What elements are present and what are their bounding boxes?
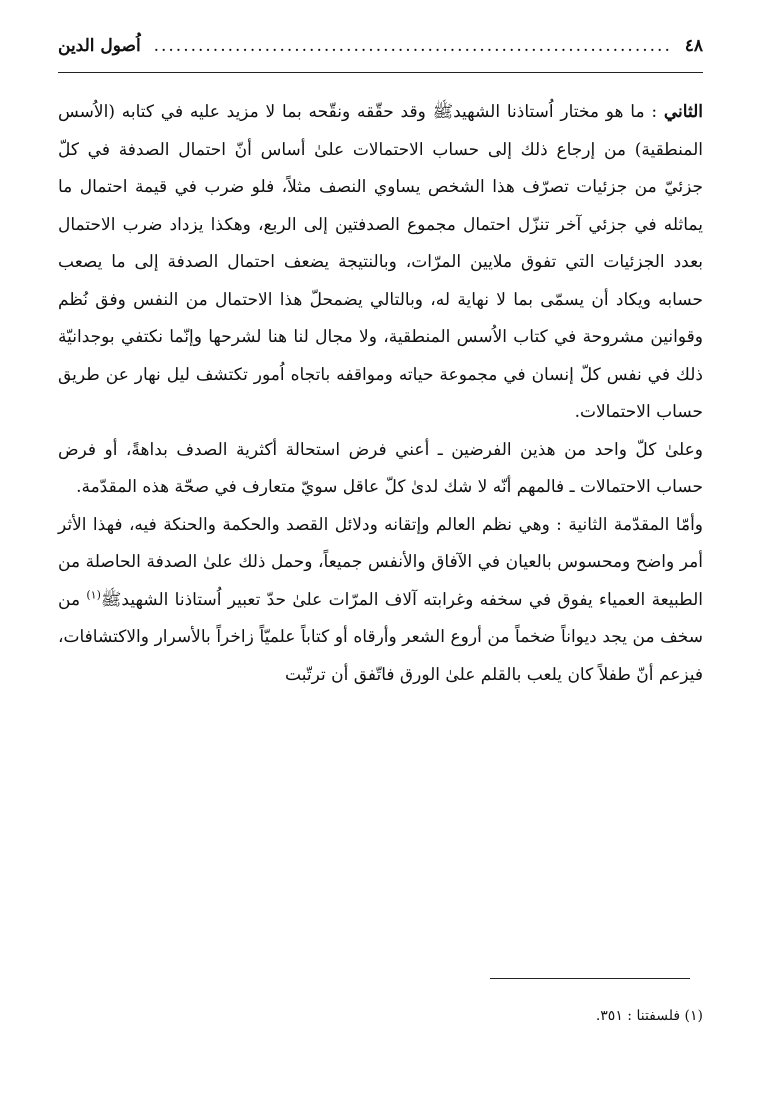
footnote-rule — [490, 978, 690, 979]
paragraph-2: وعلىٰ كلّ واحد من هذين الفرضين ـ أعني فرض استحالة أكثرية الصدف بداهةً، أو فرض حساب الاحتمالات ـ فالمهم أنّه لا شك لدىٰ كلّ عاقل سويّ متعارف في صحّة هذه المقدّمة. — [58, 439, 703, 497]
running-title: اُصول الدين — [58, 36, 141, 56]
paragraph-3 — [58, 507, 703, 695]
running-header — [58, 36, 703, 70]
paragraph-3-text-b: من سخف من يجد ديواناً ضخماً من أروع الشعر وأرقاه أو كتاباً علميّاً زاخراً بالأسرار والاكتشافات، فيزعم أنّ طفلاً كان يلعب بالقلم علىٰ الورق فاتّفق أن ترتّبت — [58, 589, 703, 685]
footnote-reference[interactable]: (١) — [86, 587, 101, 601]
paragraph-3-text-a: وأمّا المقدّمة الثانية : وهي نظم العالم وإتقانه ودلائل القصد والحكمة والحنكة فيه، فهذا الأثر أمر واضح ومحسوس بالعيان في الآفاق والأنفس جميعاً، وحمل ذلك علىٰ الصدفة الحاصلة من الطبيعة العمياء يفوق في سخفه وغرابته آلاف المرّات علىٰ حدّ تعبير اُستاذنا الشهيدﷺ — [58, 514, 703, 610]
footnote: (١) فلسفتنا : ٣٥١. — [595, 1008, 703, 1024]
header-dot-leader: ...................................................................... — [153, 36, 672, 56]
page-number: ٤٨ — [684, 36, 703, 56]
main-text — [58, 94, 703, 694]
paragraph-1-text: : ما هو مختار اُستاذنا الشهيدﷺ وقد حقّقه ونقّحه بما لا مزيد عليه في كتابه (الاُسس المنطقية) من إرجاع ذلك إلى حساب الاحتمالات علىٰ أساس أنّ احتمال الصدفة في كلّ جزئيّ من جزئيات تصرّف هذا الشخص يساوي النصف مثلاً، فلو ضرب في قيمة احتمال ما يماثله في جزئي آخر تنزّل احتمال مجموع الصدفتين إلى الربع، وهكذا يزداد ضرب الاحتمال بعدد الجزئيات التي تفوق ملايين المرّات، وبالنتيجة يضعف احتمال الصدفة إلى ما يصعب حسابه ويكاد أن يسمّى بما لا نهاية له، وبالتالي يضمحلّ هذا الاحتمال من النفس وفق نُظم وقوانين مشروحة في كتاب الاُسس المنطقية، ولا مجال لنا هنا لشرحها وإنّما نكتفي بوجدانيّة ذلك في نفس كلّ إنسان في مجموعة حياته ومواقفه باتجاه اُمور تكتشف ليل نهار عن طريق حساب الاحتمالات. — [58, 102, 703, 422]
paragraph-1 — [58, 94, 703, 432]
paragraph-lead: الثاني — [663, 102, 703, 122]
header-rule — [58, 72, 703, 73]
